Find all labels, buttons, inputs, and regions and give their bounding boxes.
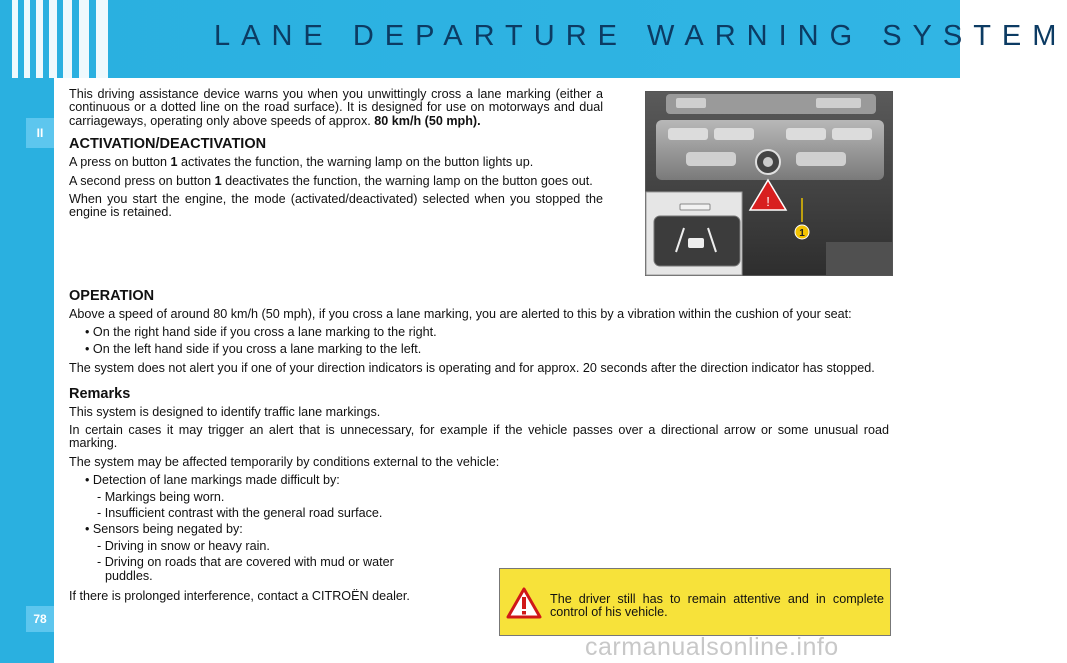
activation-paragraph-3: When you start the engine, the mode (activated/deactivated) selected when you stopped the engine is retained. — [69, 192, 603, 220]
operation-bullet-left: • On the left hand side if you cross a lane marking to the left. — [85, 341, 422, 356]
remarks-paragraph-1: This system is designed to identify traffic lane markings. — [69, 404, 381, 419]
intro-paragraph: This driving assistance device warns you when you unwittingly cross a lane marking (either a continuous or a dotted line on the road surface). It is designed for use on motorways and dual carriageways, operating only above speeds of approx. 80 km/h (50 mph). — [69, 87, 603, 128]
dashboard-lane-button-photo — [645, 91, 893, 276]
intro-column — [69, 88, 603, 225]
remarks-dash-mud: - Driving on roads that are covered with mud or water — [97, 555, 394, 570]
left-band — [0, 0, 54, 663]
remarks-paragraph-dealer: If there is prolonged interference, contact a CITROËN dealer. — [69, 589, 410, 603]
operation-heading: OPERATION — [69, 288, 155, 304]
remarks-paragraph-3: The system may be affected temporarily by conditions external to the vehicle: — [69, 454, 500, 469]
activation-heading: ACTIVATION/DEACTIVATION — [69, 136, 267, 153]
remarks-dash-contrast: - Insufficient contrast with the general road surface. — [97, 506, 383, 521]
remarks-bullet-sensors: • Sensors being negated by: — [85, 522, 243, 537]
activation-paragraph-1: A press on button 1 activates the function, the warning lamp on the button lights up. — [69, 155, 534, 170]
page-title: LANE DEPARTURE WARNING SYSTEM — [214, 20, 1067, 52]
activation-paragraph-2: A second press on button 1 deactivates the function, the warning lamp on the button goes out. — [69, 173, 593, 188]
header-stripes — [8, 0, 118, 78]
header-band — [54, 0, 1067, 78]
remarks-heading: Remarks — [69, 385, 131, 402]
operation-paragraph-1: Above a speed of around 80 km/h (50 mph), if you cross a lane marking, you are alerted to this by a vibration within the cushion of your seat: — [69, 307, 852, 321]
page-number: 78 — [26, 606, 54, 632]
remarks-paragraph-2: In certain cases it may trigger an alert that is unnecessary, for example if the vehicle passes over a directional arrow or some unusual road marking. — [69, 423, 889, 451]
warning-text: The driver still has to remain attentive and in complete control of his vehicle. — [550, 592, 884, 620]
watermark: carmanualsonline.info — [585, 633, 839, 661]
svg-text:!: ! — [766, 194, 770, 209]
button-callout-label: 1 — [799, 228, 805, 239]
remarks-dash-worn: - Markings being worn. — [97, 489, 225, 504]
remarks-dash-mud-cont: puddles. — [105, 568, 153, 583]
main-column — [69, 280, 889, 583]
speed-limit: 80 km/h (50 mph). — [374, 113, 481, 128]
remarks-bullet-detection: • Detection of lane markings made difficult by: — [85, 473, 340, 488]
remarks-dash-snow: - Driving in snow or heavy rain. — [97, 538, 270, 553]
warning-triangle-icon — [506, 587, 542, 624]
operation-paragraph-2: The system does not alert you if one of your direction indicators is operating and for approx. 20 seconds after the direction indicator has stopped. — [69, 361, 875, 376]
section-tab: II — [26, 118, 54, 148]
warning-box — [499, 568, 891, 636]
operation-bullet-right: • On the right hand side if you cross a lane marking to the right. — [85, 325, 437, 340]
